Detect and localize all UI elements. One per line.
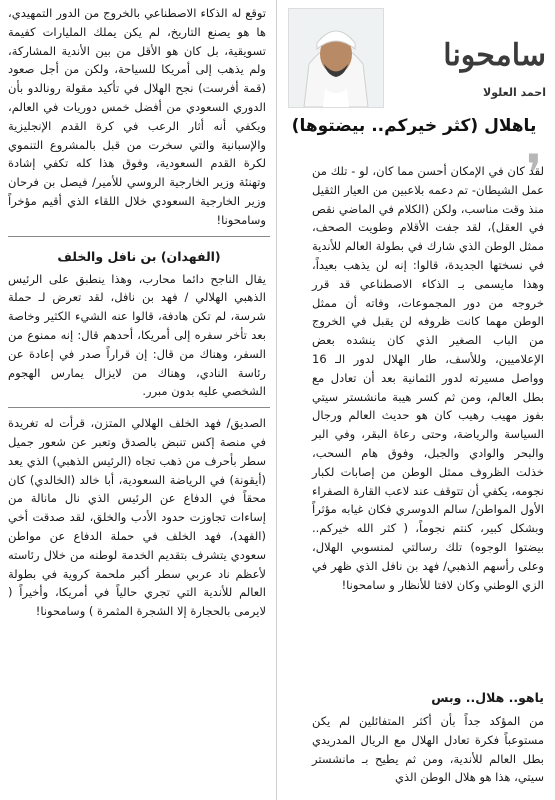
left-bottom-paragraph: الصديق/ فهد الخلف الهلالي المتزن، قرأت له تغريدة في منصة إكس تنبض بالصدق وتعبر عن شعور جميل سطر بأحرف من ذهب تجاه (الرئيس الذهبي) الذي يعد (أيقونة) في الرياضة السعودية، أبا خالد (الخالدي) كان محقاً في الدفاع عن الرئيس الذي نال مانالة من إساءات تجاوزت حدود الأدب والخلق، لقد صدقت أخي (الفهد)، فهد الخلف في حملة الدفاع عن مواطن سعودي يتشرف بتقديم الخدمة لوطنه من خلال رئاسته لأعظم ناد عربي سطر أكبر ملحمة كروية في بطولة العالم للأندية التي تجري حالياً في أمريكا، وأخيراً ( لايرمى بالحجارة إلا الشجرة المثمرة ) وسامحونا! <box>8 416 266 619</box>
author-name: احمد العلولا <box>483 86 546 99</box>
subhead-yahoo-hilal: ياهو.. هلال.. وبس <box>431 690 544 705</box>
left-middle-paragraph: يقال الناجح دائما محارب، وهذا ينطبق على الرئيس الذهبي الهلالي / فهد بن نافل، لقد تعرض لـ حملة شرسة، لم تكن هادفة، قالوا عنه الشيء الكثير وخاصة بعد تأخر سفره إلى أمريكا، أحدهم قال: إنه ممنوع من السفر، وهناك من قال: إن قراراً صدر في إعادة عن رئاسة النادي، وهناك من لايزال يمارس الهجوم الشخصي عليه بدون مبرر. <box>8 271 266 399</box>
right-column <box>280 0 552 800</box>
main-paragraph: لقد كان في الإمكان أحسن مما كان، لو - تلك من عمل الشيطان- تم دعمه بلاعبين من العيار الثقيل منذ وقت مناسب، ولكن (الكلام في الماضي نقص في العقل)، لقد جفت الأقلام وطويت الصحف، ممثل الوطن الذي شارك في بطولة العالم للأندية في نسختها الجديدة، قالوا: إنه لن يذهب بعيداً، وهذا مايسمى بـ الذكاء الاصطناعي قد قرر خروجه من دور المجموعات، وفاته أن ممثل الوطن مهما كانت ظروفه لن يقبل في الخروج من الباب الصغير الذي كان ينشده بعض الإعلاميين، وللأسف، طار الهلال لدور الـ 16 وواصل مسيرته لدور الثمانية بعد أن تعادل مع بطل العالم، ومن ثم كسر هيبة مانشستر سيتي بفوز مهيب رهيب كان هو حديث العالم ورجال السياسة والرياضة، وحتى رعاة البقر، وفي البر والبحر والوادي والجبل، وفوق هام السحب، خذلت الظروف ممثل الوطن من إصابات لكبار نجومه، يكفي أن تتوقف عند لاعب القارة الصفراء الأول المواطن/ سالم الدوسري فكان غيابه مؤثراً وبشكل كبير، كنتم نجوماً، ( كثر الله خيركم.. بيضتوا الوجوه) تلك رسالتي لمنسوبي الهلال، وعلى رأسهم الذهبي/ فهد بن نافل الذي ظهر في الزي الوطني وكان لافتا للأنظار و سامحونا! <box>312 164 544 592</box>
article-title: ياهلال (كثر خيركم.. بيضتوها) <box>291 116 537 136</box>
subhead-fahdan: (الفهدان) بن نافل والخلف <box>57 248 221 264</box>
quote-mark-icon: ❜ <box>526 144 543 202</box>
section-rule <box>8 236 270 237</box>
column-title: سامحونا <box>443 38 546 73</box>
column-header <box>280 8 552 106</box>
second-paragraph: من المؤكد جداً بأن أكثر المتفائلين لم يكن مستوعباً فكرة تعادل الهلال مع الريال المدريدي بطل العالم للأندية، ومن ثم يطيح بـ مانشستر سيتي، هذا هو هلال الوطن الذي <box>312 714 544 785</box>
author-photo <box>288 8 384 108</box>
author-portrait-icon <box>289 9 383 107</box>
left-top-paragraph: توقع له الذكاء الاصطناعي بالخروج من الدور التمهيدي، ها هو يصنع التاريخ، لم يكن يملك المليارات كفيمة تسويقية، بل كان هو الأقل من بين الأندية المشاركة، ولم يذهب إلى أمريكا للسياحة، ولكن من أجل صعود (قمة أفرست) نجح الهلال في تأكيد مقولة رونالدو بأن الدوري السعودي من أفضل خمس دوريات في العالم، ويكفي أنه أثار الرعب في كرة القدم الإنجليزية والإسبانية والتي سخرت من قبل بالمشروع التنموي لكرة القدم السعودية، وفوق هذا كله تكفي إشادة وتهنئة وزير الخارجية الروسي للأمير/ فيصل بن فرحان وزير الخارجية السعودي خلال اللقاء الذي أقيم مؤخراً وسامحونا! <box>8 6 266 227</box>
left-column <box>4 0 274 800</box>
column-divider <box>276 0 277 800</box>
section-rule <box>8 407 270 408</box>
